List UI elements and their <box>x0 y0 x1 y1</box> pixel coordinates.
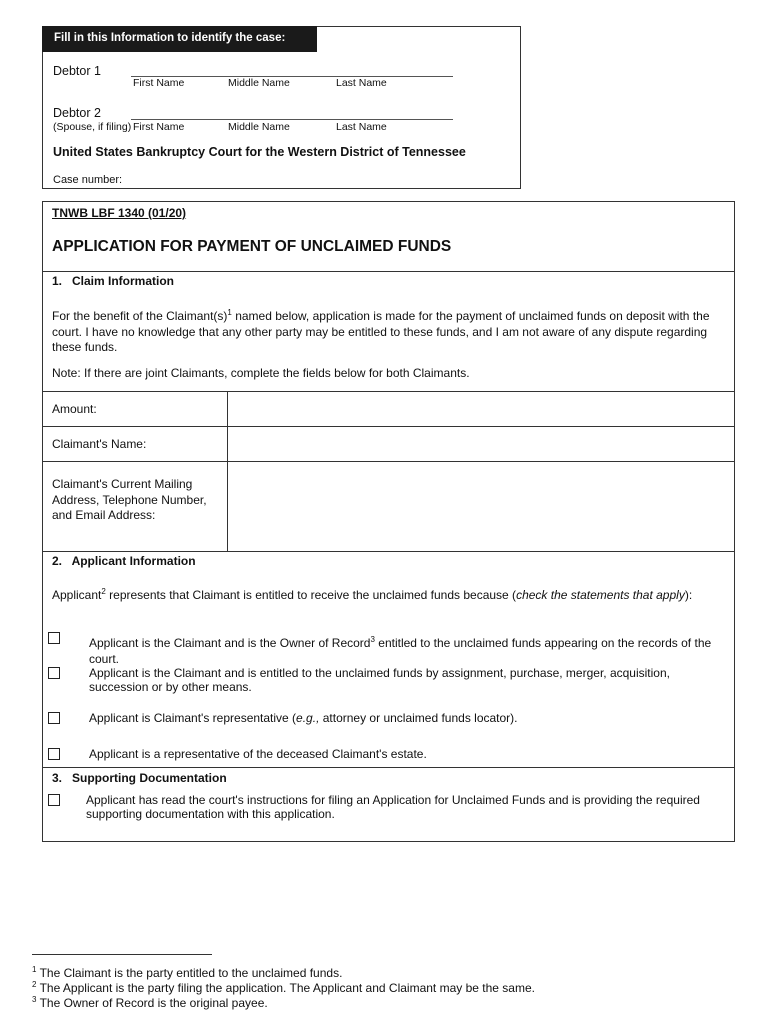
debtor2-first-name-caption: First Name <box>133 121 185 133</box>
amount-field[interactable] <box>228 392 734 426</box>
form-title: APPLICATION FOR PAYMENT OF UNCLAIMED FUNDS <box>52 238 452 255</box>
divider <box>42 271 735 272</box>
option-assignment-text: Applicant is the Claimant and is entitled to the unclaimed funds by assignment, purchase, merger, acquisition, succession or by other means. <box>89 666 670 694</box>
footnote-separator <box>32 954 212 955</box>
option-owner-of-record-checkbox[interactable] <box>48 632 60 644</box>
case-info-header: Fill in this Information to identify the case: <box>42 26 317 52</box>
debtor2-name-line[interactable] <box>131 119 453 120</box>
supporting-documentation-text: Applicant has read the court's instructions for filing an Application for Unclaimed Funds and is providing the required supporting documentation with this application. <box>86 793 700 821</box>
debtor2-middle-name-caption: Middle Name <box>228 121 290 133</box>
supporting-documentation-checkbox[interactable] <box>48 794 60 806</box>
form-id: TNWB LBF 1340 (01/20) <box>52 206 187 220</box>
claimant-name-label: Claimant's Name: <box>52 437 147 451</box>
spouse-note: (Spouse, if filing) <box>53 121 132 133</box>
claimant-address-label: Claimant's Current Mailing Address, Telephone Number, and Email Address: <box>52 477 207 522</box>
applicant-intro: Applicant$^2$ represents that Claimant is entitled to receive the unclaimed funds because (check the statements that apply): <box>52 587 693 602</box>
joint-claimants-note: Note: If there are joint Claimants, complete the fields below for both Claimants. <box>52 366 470 380</box>
debtor1-first-name-caption: First Name <box>133 77 185 89</box>
footnote-3: $^3$ The Owner of Record is the original payee. <box>32 995 268 1010</box>
debtor2-label: Debtor 2 <box>53 106 101 120</box>
claim-statement: For the benefit of the $Claimant(s)^1$ named below, application is made for the payment of unclaimed funds on deposit with the court. I have no knowledge that any other party may be entitled to these funds, and I am not aware of any dispute regarding these funds. <box>52 308 710 354</box>
footnote-2: $^2$ The Applicant is the party filing the application. The Applicant and Claimant may be the same. <box>32 980 535 995</box>
court-name: United States Bankruptcy Court for the Western District of Tennessee <box>53 145 466 159</box>
option-representative-checkbox[interactable] <box>48 712 60 724</box>
option-assignment-checkbox[interactable] <box>48 667 60 679</box>
divider <box>42 767 735 768</box>
option-estate-representative-checkbox[interactable] <box>48 748 60 760</box>
debtor1-last-name-caption: Last Name <box>336 77 387 89</box>
section1-heading: 1. Claim Information <box>52 274 175 288</box>
debtor1-label: Debtor 1 <box>53 64 101 78</box>
debtor1-middle-name-caption: Middle Name <box>228 77 290 89</box>
option-owner-of-record-text: Applicant is the Claimant and is the Owner of Record$^3$ entitled to the unclaimed funds appearing on the records of the court. <box>89 635 712 666</box>
section3-heading: 3. Supporting Documentation <box>52 771 227 785</box>
option-estate-representative-text: Applicant is a representative of the deceased Claimant's estate. <box>89 747 427 761</box>
amount-label: Amount: <box>52 402 97 416</box>
claimant-address-field[interactable] <box>228 462 734 551</box>
option-representative-text: Applicant is Claimant's representative (e.g., attorney or unclaimed funds locator). <box>89 711 518 725</box>
debtor2-last-name-caption: Last Name <box>336 121 387 133</box>
divider <box>42 551 735 552</box>
case-number-label: Case number: <box>53 174 123 186</box>
section2-heading: 2. Applicant Information <box>52 554 196 568</box>
footnote-1: $^1$ The Claimant is the party entitled to the unclaimed funds. <box>32 965 343 980</box>
claimant-name-field[interactable] <box>228 427 734 461</box>
